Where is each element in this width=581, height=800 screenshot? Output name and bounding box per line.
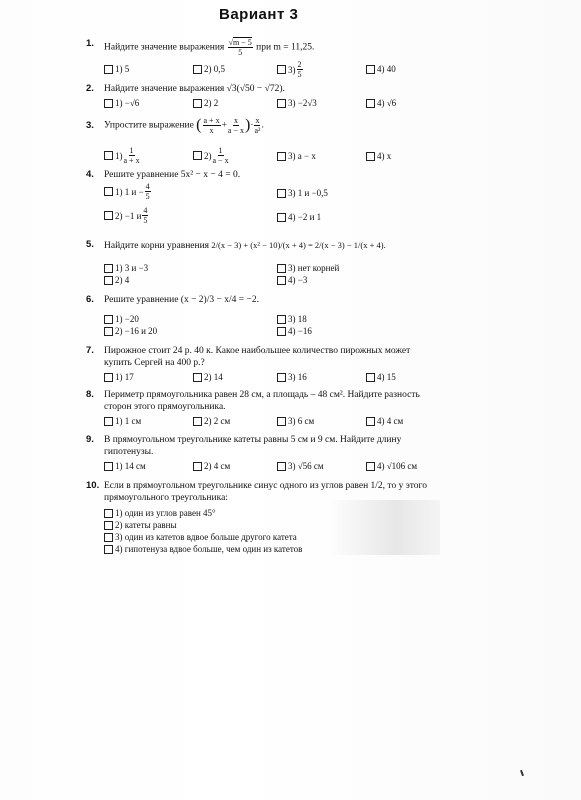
scan-shadow [330, 500, 440, 555]
question-number: 5. [86, 239, 94, 250]
question-text: В прямоугольном треугольнике катеты равны 5 см и 9 см. Найдите длину гипотенузы. [104, 435, 402, 457]
answer-option[interactable]: 2) 0,5 [193, 64, 225, 74]
checkbox[interactable] [277, 213, 286, 222]
checkbox[interactable] [104, 545, 113, 554]
checkbox[interactable] [104, 264, 113, 273]
checkbox[interactable] [104, 276, 113, 285]
answer-option[interactable]: 1) 17 [104, 372, 134, 382]
question-text: Найдите корни уравнения 2/(x − 3) + (x² − 10)/(x + 4) = 2/(x − 3) − 1/(x + 4). [104, 240, 386, 251]
checkbox[interactable] [193, 417, 202, 426]
answer-option[interactable]: 3) $\frac{2}{5}$ [277, 60, 304, 79]
checkbox[interactable] [277, 327, 286, 336]
question-3 [86, 116, 436, 146]
answer-option[interactable]: 3) −2√3 [277, 98, 317, 108]
page-title: Вариант 3 [219, 6, 299, 23]
question-number: 3. [86, 120, 94, 131]
answer-option[interactable]: 3) 1 и −0,5 [277, 188, 328, 198]
answer-option[interactable]: 4) 4 см [366, 416, 403, 426]
answer-option[interactable]: 4) гипотенуза вдвое больше, чем один из катетов [104, 544, 302, 554]
question-number: 10. [86, 480, 100, 491]
checkbox[interactable] [193, 151, 202, 160]
answer-option[interactable]: 2) −16 и 20 [104, 326, 157, 336]
question-6 [86, 294, 436, 308]
question-number: 4. [86, 169, 94, 180]
checkbox[interactable] [366, 99, 375, 108]
question-number: 2. [86, 83, 94, 94]
answer-option[interactable]: 2) −1 и $\frac{4}{5}$ [104, 206, 149, 225]
answer-option[interactable]: 3) 16 [277, 372, 307, 382]
checkbox[interactable] [104, 462, 113, 471]
checkbox[interactable] [104, 373, 113, 382]
question-4 [86, 169, 436, 183]
answer-option[interactable]: 2) катеты равны [104, 520, 177, 530]
answer-option[interactable]: 3) один из катетов вдвое больше другого катета [104, 532, 297, 542]
question-number: 7. [86, 345, 94, 356]
question-5 [86, 235, 436, 259]
question-7 [86, 345, 436, 371]
answer-option[interactable]: 3) a − x [277, 151, 316, 161]
checkbox[interactable] [104, 533, 113, 542]
answer-option[interactable]: 1) 1 и − $\frac{4}{5}$ [104, 182, 152, 201]
answer-option[interactable]: 4) −2 и 1 [277, 212, 321, 222]
question-text: Периметр прямоугольника равен 28 см, а площадь – 48 см². Найдите разность сторон этого прямоугольника. [104, 390, 420, 412]
checkbox[interactable] [366, 373, 375, 382]
checkbox[interactable] [104, 315, 113, 324]
answer-option[interactable]: 3) нет корней [277, 263, 339, 273]
checkbox[interactable] [277, 189, 286, 198]
checkbox[interactable] [193, 373, 202, 382]
answer-option[interactable]: 1) $\frac{1}{a + x}$ [104, 146, 141, 165]
checkbox[interactable] [104, 509, 113, 518]
checkbox[interactable] [277, 264, 286, 273]
answer-option[interactable]: 1) 5 [104, 64, 129, 74]
checkbox[interactable] [366, 152, 375, 161]
checkbox[interactable] [366, 462, 375, 471]
checkbox[interactable] [193, 99, 202, 108]
question-number: 1. [86, 38, 94, 49]
answer-option[interactable]: 3) 6 см [277, 416, 314, 426]
answer-option[interactable]: 4) 40 [366, 64, 396, 74]
checkbox[interactable] [277, 373, 286, 382]
checkbox[interactable] [104, 99, 113, 108]
checkbox[interactable] [277, 152, 286, 161]
checkbox[interactable] [277, 417, 286, 426]
question-2 [86, 83, 436, 97]
question-number: 8. [86, 389, 94, 400]
answer-option[interactable]: 1) 1 см [104, 416, 141, 426]
checkbox[interactable] [277, 65, 286, 74]
answer-option[interactable]: 1) 3 и −3 [104, 263, 148, 273]
answer-option[interactable]: 3) √56 см [277, 461, 324, 471]
answer-option[interactable]: 4) √6 [366, 98, 396, 108]
checkbox[interactable] [104, 417, 113, 426]
checkbox[interactable] [277, 315, 286, 324]
answer-option[interactable]: 3) 18 [277, 314, 307, 324]
question-9 [86, 434, 436, 460]
expression-fraction: $\frac{√m - 5}{5}$ [228, 38, 252, 57]
answer-option[interactable]: 2) 14 [193, 372, 223, 382]
checkbox[interactable] [193, 462, 202, 471]
checkbox[interactable] [104, 151, 113, 160]
checkbox[interactable] [104, 187, 113, 196]
question-text: Найдите значение выражения $\frac{√m - 5}{5}$ при m = 11,25. [104, 38, 315, 57]
answer-option[interactable]: 1) 14 см [104, 461, 146, 471]
answer-option[interactable]: 1) один из углов равен 45° [104, 508, 216, 518]
question-number: 6. [86, 294, 94, 305]
checkbox[interactable] [193, 65, 202, 74]
question-text: Найдите значение выражения √3(√50 − √72). [104, 84, 285, 94]
answer-option[interactable]: 4) x [366, 151, 391, 161]
answer-option[interactable]: 2) $\frac{1}{a - x}$ [193, 146, 230, 165]
checkbox[interactable] [104, 65, 113, 74]
checkbox[interactable] [277, 276, 286, 285]
question-8 [86, 389, 436, 415]
answer-option[interactable]: 1) −20 [104, 314, 139, 324]
checkbox[interactable] [104, 327, 113, 336]
checkbox[interactable] [366, 65, 375, 74]
question-number: 9. [86, 434, 94, 445]
answer-option[interactable]: 2) 4 [104, 275, 129, 285]
answer-option[interactable]: 4) −3 [277, 275, 307, 285]
question-text: Решите уравнение 5x² − x − 4 = 0. [104, 170, 241, 180]
question-text: Если в прямоугольном треугольнике синус одного из углов равен 1/2, то у этого прямоугольного треугольника: [104, 481, 427, 503]
checkbox[interactable] [104, 521, 113, 530]
checkbox[interactable] [366, 417, 375, 426]
answer-option[interactable]: 4) √106 см [366, 461, 417, 471]
answer-option[interactable]: 4) 15 [366, 372, 396, 382]
answer-option[interactable]: 2) 2 [193, 98, 218, 108]
question-text: Упростите выражение ( $\frac{a + x}{x}$ + $\frac{x}{a - x}$ )· $\frac{x}{\text{a²}}$ . [104, 116, 264, 135]
question-text: Пирожное стоит 24 р. 40 к. Какое наибольшее количество пирожных может купить Сергей на 400 р.? [104, 346, 411, 368]
answer-option[interactable]: 2) 4 см [193, 461, 230, 471]
checkbox[interactable] [277, 99, 286, 108]
answer-option[interactable]: 1) −√6 [104, 98, 139, 108]
checkbox[interactable] [277, 462, 286, 471]
scan-mark [520, 770, 524, 776]
answer-option[interactable]: 2) 2 см [193, 416, 230, 426]
answer-option[interactable]: 4) −16 [277, 326, 312, 336]
question-10 [86, 480, 436, 506]
question-text: Решите уравнение (x − 2)/3 − x/4 = −2. [104, 295, 259, 305]
checkbox[interactable] [104, 211, 113, 220]
